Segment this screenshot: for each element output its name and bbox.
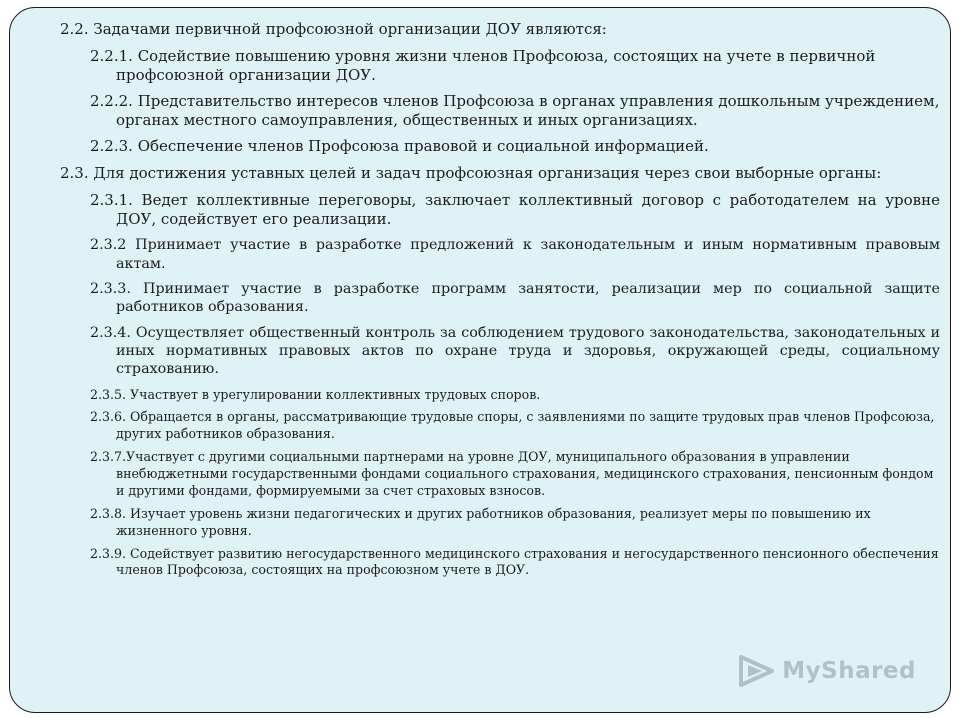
item-2-3-5: 2.3.5. Участвует в урегулировании коллективных трудовых споров. [90,386,541,402]
item-2-3-7: 2.3.7.Участвует с другими социальными партнерами на уровне ДОУ, муниципального образования в управлении внебюджетными государственными фондами социального страхования, медицинского страхования, пенсионным фондом и другими фондами, формируемыми за счет страховых взносов. [90,449,934,498]
section-2-2-heading: 2.2. Задачами первичной профсоюзной организации ДОУ являются: [60,20,607,38]
item-2-3-1: 2.3.1. Ведет коллективные переговоры, заключает коллективный договор с работодателем на уровне ДОУ, содействует его реализации. [90,191,940,229]
item-2-3-6: 2.3.6. Обращается в органы, рассматривающие трудовые споры, с заявлениями по защите трудовых прав членов Профсоюза, других работников образования. [90,409,935,442]
item-2-3-2: 2.3.2 Принимает участие в разработке предложений к законодательным и иным нормативным правовым актам. [90,237,940,272]
play-triangle-icon [736,654,776,688]
item-2-2-1: 2.2.1. Содействие повышению уровня жизни членов Профсоюза, состоящих на учете в первичной профсоюзной организации ДОУ. [90,47,876,85]
item-2-3-9: 2.3.9. Содействует развитию негосударственного медицинского страхования и негосударственного пенсионного обеспечения членов Профсоюза, состоящих на профсоюзном учете в ДОУ. [90,545,939,578]
item-2-3-4: 2.3.4. Осуществляет общественный контроль за соблюдением трудового законодательства, законодательных и иных нормативных правовых актов по охране труда и здоровья, окружающей среды, социальному страхованию. [90,325,940,378]
watermark [736,654,916,688]
item-2-3-3: 2.3.3. Принимает участие в разработке программ занятости, реализации мер по социальной защите работников образования. [90,280,940,315]
watermark-text: MyShared [782,658,916,684]
item-2-2-3: 2.2.3. Обеспечение членов Профсоюза правовой и социальной информацией. [90,137,709,156]
item-2-3-8: 2.3.8. Изучает уровень жизни педагогических и других работников образования, реализует меры по повышению их жизненного уровня. [90,505,871,538]
item-2-2-2: 2.2.2. Представительство интересов членов Профсоюза в органах управления дошкольным учреждением, органах местного самоуправления, общественных и иных организациях. [90,92,940,130]
section-2-3-heading: 2.3. Для достижения уставных целей и задач профсоюзная организация через свои выборные органы: [60,164,882,183]
slide-panel [9,7,951,713]
document-body [60,20,940,583]
